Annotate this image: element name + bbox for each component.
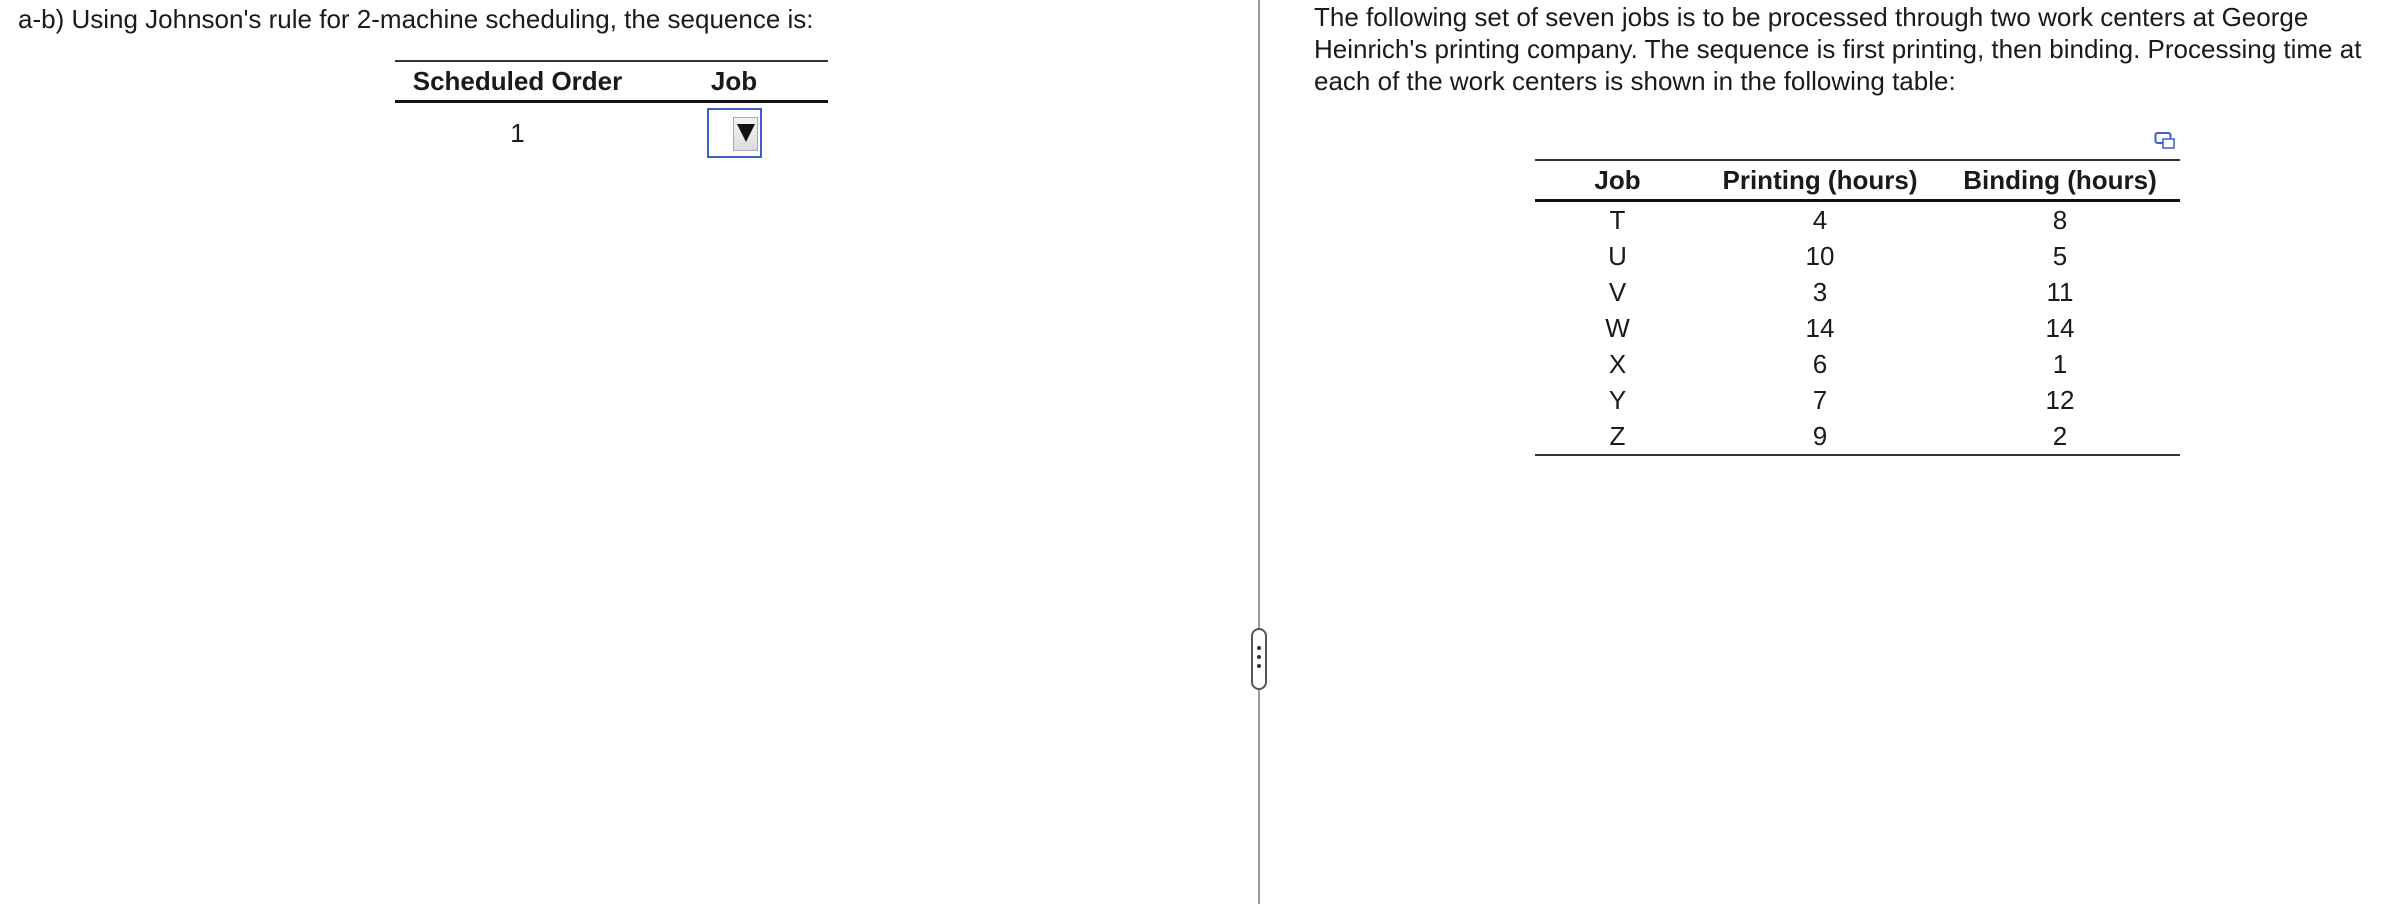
binding-cell: 12 — [2045, 384, 2075, 415]
answer-row — [395, 102, 828, 164]
printing-cell: 9 — [1700, 418, 1940, 455]
job-cell: Y — [1608, 384, 1627, 415]
printing-cell: 10 — [1805, 240, 1835, 271]
binding-cell: 1 — [2052, 348, 2068, 379]
printing-cell: 7 — [1812, 384, 1828, 415]
header-printing: Printing (hours) — [1700, 160, 1940, 201]
job-cell: Z — [1535, 418, 1700, 455]
scheduled-order-cell: 1 — [510, 117, 525, 148]
table-row — [1535, 310, 2180, 346]
printing-cell: 6 — [1812, 348, 1828, 379]
pane-divider — [1258, 0, 1260, 904]
printing-cell: 3 — [1812, 276, 1828, 307]
table-row — [1535, 418, 2180, 455]
data-table-header-row — [1535, 160, 2180, 201]
binding-cell: 8 — [2052, 204, 2068, 235]
printing-cell: 4 — [1812, 204, 1828, 235]
header-job: Job — [640, 61, 828, 102]
binding-cell: 11 — [2046, 276, 2074, 307]
answer-table-header-row — [395, 61, 828, 102]
table-row — [1535, 382, 2180, 418]
job-cell — [640, 102, 828, 164]
printing-cell: 14 — [1805, 312, 1835, 343]
dropdown-arrow-icon — [737, 124, 755, 142]
problem-text: The following set of seven jobs is to be processed through two work centers at George Heinrich's printing company. The sequence is first printing, then binding. Processing time at each of the work centers is shown in the following table: — [1314, 2, 2362, 96]
job-cell: V — [1608, 276, 1627, 307]
job-select-dropdown[interactable] — [707, 108, 762, 158]
header-job: Job — [1535, 160, 1700, 201]
problem-pane — [1262, 0, 2402, 904]
binding-cell: 2 — [1940, 418, 2180, 455]
processing-times-table — [1535, 159, 2180, 456]
table-row — [1535, 238, 2180, 274]
table-row — [1535, 274, 2180, 310]
header-scheduled-order: Scheduled Order — [395, 61, 640, 102]
grip-dot-icon — [1257, 646, 1261, 650]
table-row — [1535, 346, 2180, 382]
job-cell: W — [1605, 312, 1630, 343]
grip-dot-icon — [1257, 655, 1261, 659]
dropdown-button[interactable] — [733, 117, 758, 151]
binding-cell: 14 — [2045, 312, 2075, 343]
answer-table — [395, 60, 828, 163]
header-binding: Binding (hours) — [1940, 160, 2180, 201]
popout-icon[interactable] — [2154, 130, 2176, 150]
question-text: a-b) Using Johnson's rule for 2-machine scheduling, the sequence is: — [18, 4, 814, 34]
job-cell: T — [1609, 204, 1626, 235]
job-cell: X — [1608, 348, 1627, 379]
binding-cell: 5 — [2052, 240, 2068, 271]
grip-dot-icon — [1257, 664, 1261, 668]
job-cell: U — [1608, 240, 1627, 271]
table-row — [1535, 201, 2180, 239]
